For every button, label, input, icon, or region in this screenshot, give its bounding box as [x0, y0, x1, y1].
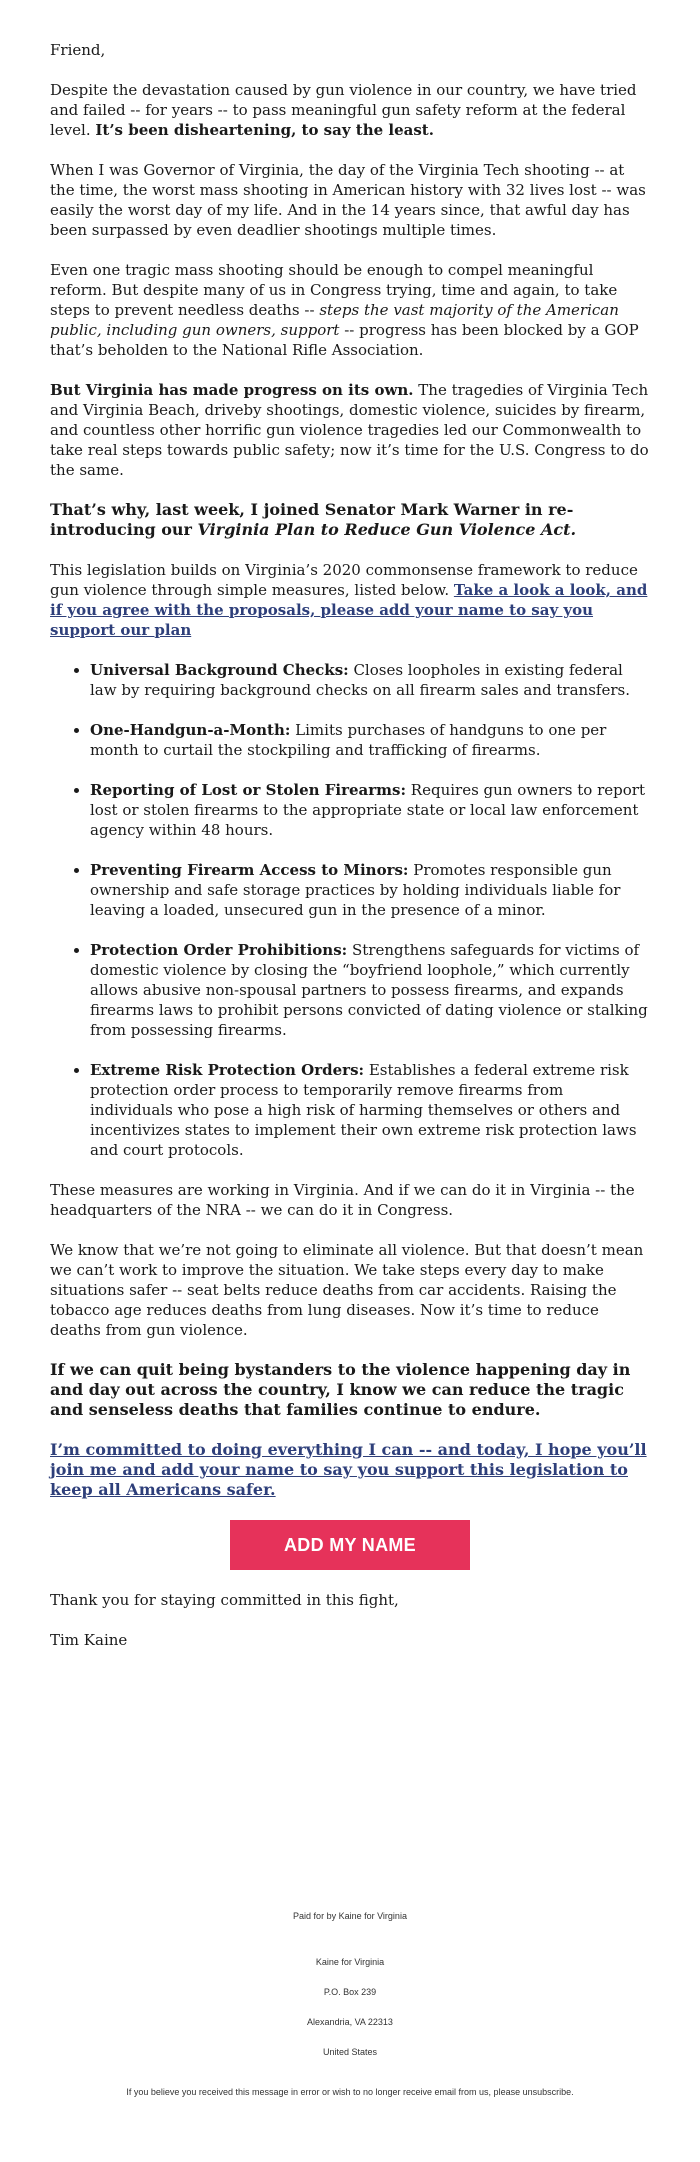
measure-desc: Strengthens safeguards for victims of domestic violence by closing the “boyfriend loophole,” which currently allows abusive non-spousal partners to possess firearms, and expands firearms laws to prohibit persons convicted of dating violence or stalking from possessing firearms. [90, 941, 648, 1039]
measure-title: Protection Order Prohibitions: [90, 941, 348, 959]
greeting: Friend, [50, 41, 106, 59]
paragraph-reform-italic: steps the vast majority of the American public, including gun owners, support [50, 301, 619, 339]
list-item [90, 860, 650, 920]
list-item [90, 1060, 650, 1160]
paragraph-legislation [50, 560, 650, 640]
list-item [90, 780, 650, 840]
add-my-name-button[interactable]: ADD MY NAME [230, 1520, 470, 1570]
measure-title: Extreme Risk Protection Orders: [90, 1061, 365, 1079]
measure-title: Universal Background Checks: [90, 661, 349, 679]
act-name: Virginia Plan to Reduce Gun Violence Act. [197, 520, 577, 539]
measure-title: One-Handgun-a-Month: [90, 721, 291, 739]
add-name-link[interactable]: Take a look a look, and if you agree with the proposals, please add your name to say you support our plan [50, 581, 648, 639]
paragraph-working: These measures are working in Virginia. And if we can do it in Virginia -- the headquarters of the NRA -- we can do it in Congress. [50, 1181, 635, 1219]
paragraph-reform-text-b: -- progress has been blocked by a GOP that’s beholden to the National Rifle Association. [50, 321, 639, 359]
paragraph-virginia-bold: But Virginia has made progress on its own. [50, 381, 414, 399]
paragraph-intro [50, 80, 650, 140]
paragraph-virginia-text: The tragedies of Virginia Tech and Virginia Beach, driveby shootings, domestic violence, suicides by firearm, and countless other horrific gun violence tragedies led our Commonwealth to take real steps towards public safety; now it’s time for the U.S. Congress to do the same. [50, 381, 649, 479]
list-item [90, 940, 650, 1040]
paragraph-intro-text: Despite the devastation caused by gun violence in our country, we have tried and failed -- for years -- to pass meaningful gun safety reform at the federal level. [50, 81, 637, 139]
list-item [90, 720, 650, 760]
signoff: Thank you for staying committed in this fight, [50, 1591, 399, 1609]
list-item [90, 660, 650, 700]
measure-desc: Establishes a federal extreme risk protection order process to temporarily remove firearms from individuals who pose a high risk of harming themselves or others and incentivizes states to implement their own extreme risk protection laws and court protocols. [90, 1061, 637, 1159]
paid-for-disclaimer: Paid for by Kaine for Virginia [293, 1911, 407, 1921]
paragraph-governor: When I was Governor of Virginia, the day of the Virginia Tech shooting -- at the time, the worst mass shooting in American history with 32 lives lost -- was easily the worst day of my life. And in the 14 years since, that awful day has been surpassed by even deadlier shootings multiple times. [50, 161, 646, 239]
signature: Tim Kaine [50, 1631, 128, 1649]
paragraph-virginia-progress [50, 380, 650, 480]
measure-title: Preventing Firearm Access to Minors: [90, 861, 409, 879]
measure-desc: Requires gun owners to report lost or stolen firearms to the appropriate state or local law enforcement agency within 48 hours. [90, 781, 645, 839]
paragraph-reintroducing [50, 500, 650, 540]
paragraph-committed [50, 1440, 650, 1500]
measures-list [50, 660, 650, 1160]
paragraph-reform-text-a: Even one tragic mass shooting should be enough to compel meaningful reform. But despite many of us in Congress trying, time and again, to take steps to prevent needless deaths -- [50, 261, 618, 319]
footer [0, 1910, 700, 2116]
paragraph-legislation-text: This legislation builds on Virginia’s 2020 commonsense framework to reduce gun violence through simple measures, listed below. [50, 561, 638, 599]
paragraph-bystanders: If we can quit being bystanders to the violence happening day in and day out across the country, I know we can reduce the tragic and senseless deaths that families continue to endure. [50, 1360, 631, 1419]
footer-po-box: P.O. Box 239 [323, 1987, 377, 1997]
measure-desc: Limits purchases of handguns to one per month to curtail the stockpiling and trafficking of firearms. [90, 721, 607, 759]
paragraph-reintroducing-bold: That’s why, last week, I joined Senator Mark Warner in re-introducing our [50, 500, 574, 539]
footer-org: Kaine for Virginia [315, 1957, 385, 1967]
footer-city: Alexandria, VA 22313 [307, 2017, 393, 2027]
support-legislation-link[interactable]: I’m committed to doing everything I can -- and today, I hope you’ll join me and add your name to say you support this legislation to keep all Americans safer. [50, 1440, 647, 1499]
footer-country: United States [322, 2047, 378, 2057]
cta-container [50, 1520, 650, 1570]
measure-desc: Promotes responsible gun ownership and safe storage practices by holding individuals liable for leaving a loaded, unsecured gun in the presence of a minor. [90, 861, 621, 919]
unsubscribe-notice[interactable]: If you believe you received this message in error or wish to no longer receive email from us, please unsubscribe. [126, 2087, 574, 2097]
measure-title: Reporting of Lost or Stolen Firearms: [90, 781, 407, 799]
measure-desc: Closes loopholes in existing federal law by requiring background checks on all firearm sales and transfers. [90, 661, 630, 699]
paragraph-reform [50, 260, 650, 360]
paragraph-intro-bold: It’s been disheartening, to say the least. [95, 121, 434, 139]
paragraph-improve: We know that we’re not going to eliminate all violence. But that doesn’t mean we can’t work to improve the situation. We take steps every day to make situations safer -- seat belts reduce deaths from car accidents. Raising the tobacco age reduces deaths from lung diseases. Now it’s time to reduce deaths from gun violence. [50, 1241, 644, 1339]
